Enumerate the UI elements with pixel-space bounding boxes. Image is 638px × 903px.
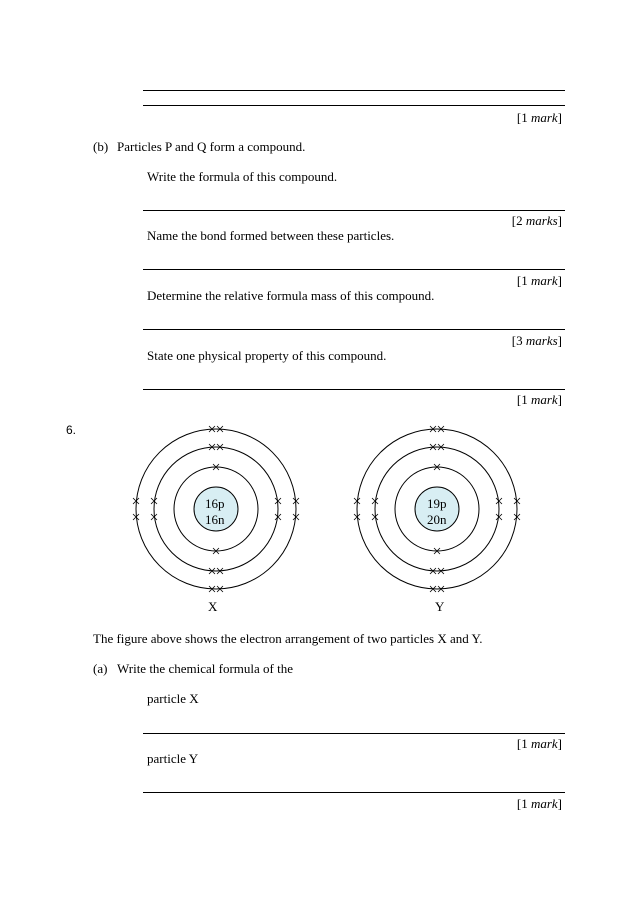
nucleus-x-neutrons: 16n bbox=[205, 512, 225, 527]
mark-label: [3 marks] bbox=[511, 333, 562, 348]
mark-text: 1 mark bbox=[521, 796, 558, 811]
answer-line[interactable] bbox=[143, 792, 565, 793]
mark-text: 1 mark bbox=[521, 273, 558, 288]
mark-label: [1 mark] bbox=[516, 392, 562, 407]
mark-text: 1 mark bbox=[521, 110, 558, 125]
mark-text: 1 mark bbox=[521, 736, 558, 751]
mark-label: [1 mark] bbox=[516, 736, 562, 751]
question-text: State one physical property of this compound. bbox=[147, 348, 387, 363]
part-label: (a) bbox=[93, 661, 108, 676]
question-number: 6. bbox=[66, 423, 77, 437]
particle-x-label: X bbox=[208, 599, 218, 614]
figure-caption: The figure above shows the electron arrangement of two particles X and Y. bbox=[93, 631, 483, 646]
nucleus-y-neutrons: 20n bbox=[427, 512, 447, 527]
mark-label: [1 mark] bbox=[516, 110, 562, 125]
question-stem: Particles P and Q form a compound. bbox=[117, 139, 306, 154]
mark-text: 1 mark bbox=[521, 392, 558, 407]
particle-y-label: Y bbox=[435, 599, 445, 614]
question-stem: Write the chemical formula of the bbox=[117, 661, 293, 676]
question-text: Write the formula of this compound. bbox=[147, 169, 338, 184]
nucleus-x-protons: 16p bbox=[205, 496, 225, 511]
mark-label: [2 marks] bbox=[511, 213, 562, 228]
mark-text: 3 marks bbox=[516, 333, 558, 348]
question-text: Determine the relative formula mass of this compound. bbox=[147, 288, 435, 303]
part-label: (b) bbox=[93, 139, 109, 154]
question-text: particle X bbox=[147, 691, 199, 706]
mark-label: [1 mark] bbox=[516, 796, 562, 811]
question-text: particle Y bbox=[147, 751, 199, 766]
mark-text: 2 marks bbox=[516, 213, 558, 228]
question-text: Name the bond formed between these particles. bbox=[147, 228, 395, 243]
nucleus-y-protons: 19p bbox=[427, 496, 447, 511]
answer-line[interactable] bbox=[143, 733, 565, 734]
mark-label: [1 mark] bbox=[516, 273, 562, 288]
